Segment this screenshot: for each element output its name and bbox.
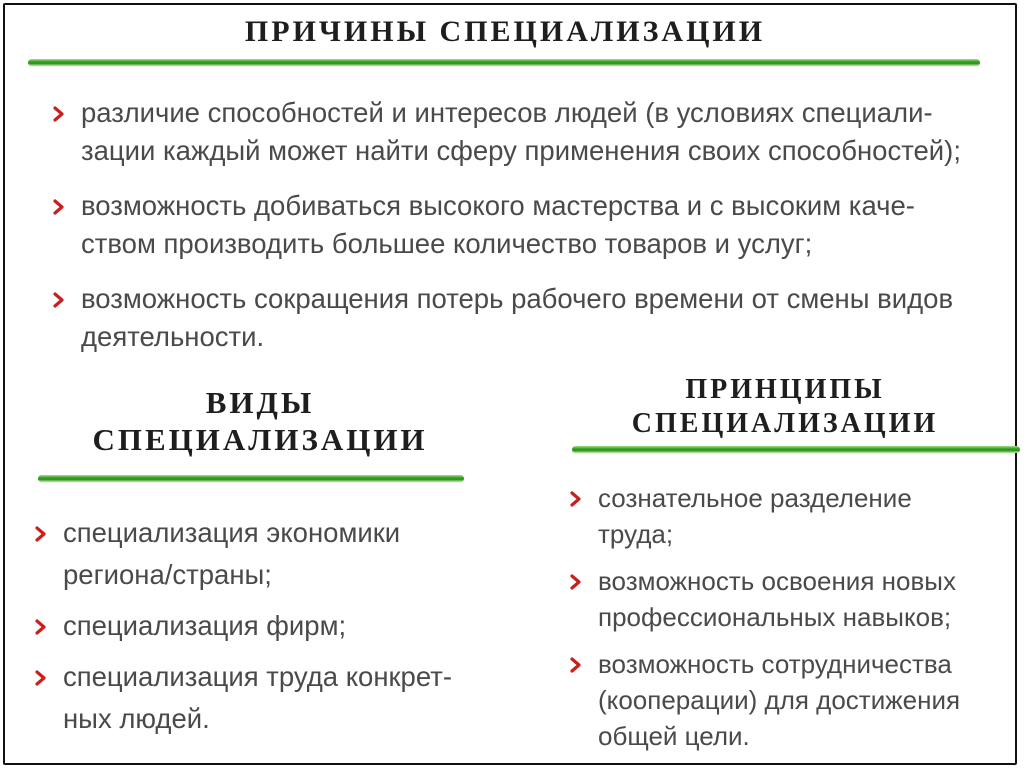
chevron-right-icon: [35, 526, 47, 542]
list-item: [53, 94, 1003, 170]
list-item-text: возможность сотрудничества (кооперации) для достижения общей цели.: [598, 649, 961, 751]
causes-heading: ПРИЧИНЫ СПЕЦИАЛИЗАЦИИ: [244, 15, 766, 48]
list-item: [570, 480, 1010, 552]
list-item: [53, 187, 1003, 263]
principles-heading-line: ПРИНЦИПЫ: [685, 374, 885, 405]
chevron-right-icon: [570, 657, 582, 673]
list-item-text: специализация фирм;: [63, 610, 347, 641]
types-heading: [40, 384, 480, 458]
list-item: [35, 512, 475, 596]
chevron-right-icon: [570, 574, 582, 590]
chevron-right-icon: [53, 292, 65, 308]
types-heading-line: ВИДЫ: [205, 385, 315, 420]
list-item: [570, 646, 1010, 754]
list-item-text: различие способностей и интересов людей (в условиях специали- зации каждый может найти сферу применения своих способностей);: [81, 97, 961, 166]
list-item: [35, 656, 475, 740]
types-heading-underline: [38, 475, 464, 482]
list-item-text: сознательное разделение труда;: [598, 483, 912, 549]
list-item-text: возможность освоения новых профессиональных навыков;: [598, 566, 956, 632]
list-item: [35, 605, 475, 647]
list-item-text: специализация труда конкрет- ных людей.: [63, 661, 452, 734]
causes-heading-underline: [28, 59, 980, 66]
list-item-text: возможность добиваться высокого мастерства и с высоким каче- ством производить большее количество товаров и услуг;: [81, 190, 915, 259]
list-item: [53, 280, 1003, 356]
list-item: [570, 563, 1010, 635]
types-heading-line: СПЕЦИАЛИЗАЦИИ: [92, 422, 428, 458]
chevron-right-icon: [35, 619, 47, 635]
chevron-right-icon: [570, 491, 582, 507]
principles-heading: [575, 373, 995, 440]
chevron-right-icon: [53, 106, 65, 122]
principles-list: [570, 480, 1010, 765]
list-item-text: возможность сокращения потерь рабочего времени от смены видов деятельности.: [81, 283, 954, 352]
chevron-right-icon: [53, 199, 65, 215]
causes-list: [53, 94, 1003, 373]
types-list: [35, 512, 475, 749]
principles-heading-line: СПЕЦИАЛИЗАЦИИ: [631, 407, 939, 439]
list-item-text: специализация экономики региона/страны;: [63, 517, 401, 590]
principles-heading-underline: [572, 446, 1020, 453]
chevron-right-icon: [35, 670, 47, 686]
